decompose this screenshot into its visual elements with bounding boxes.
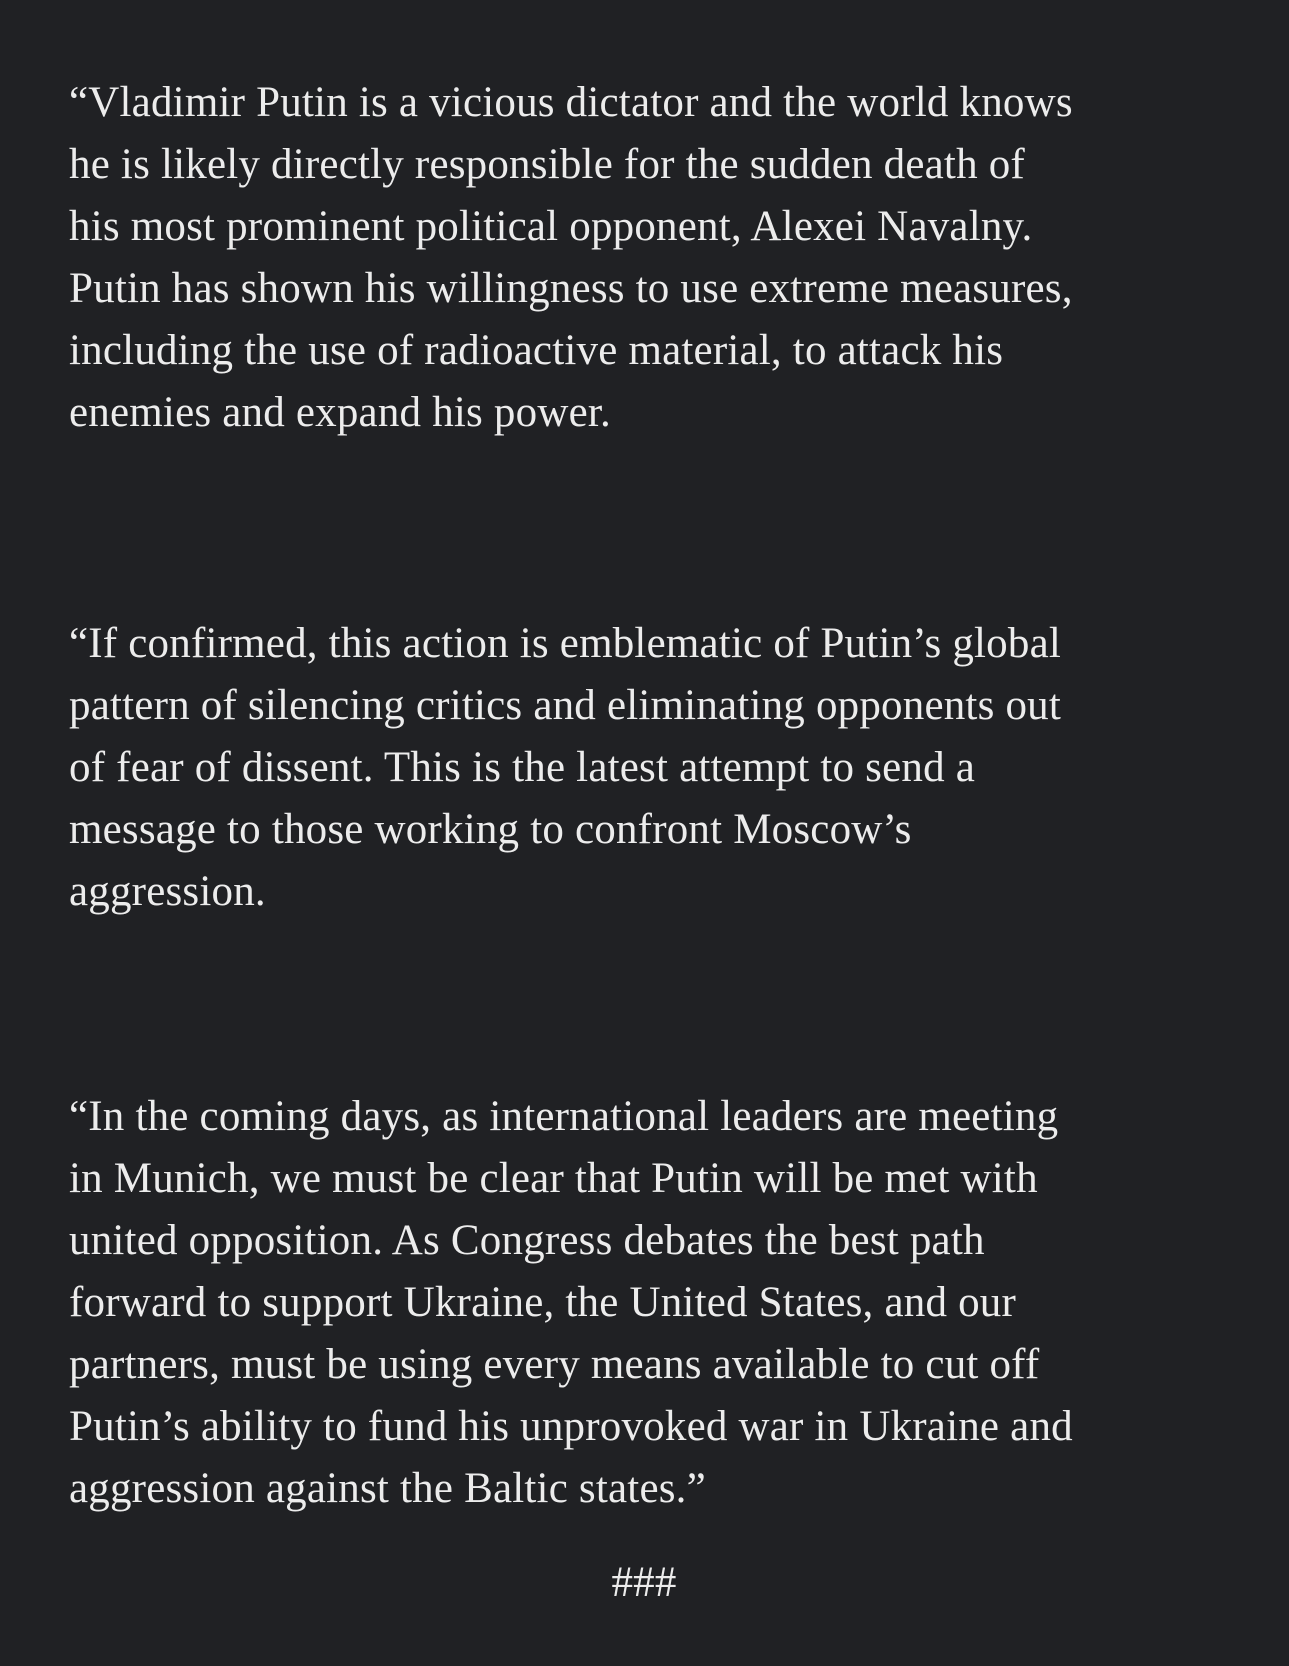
text-line: pattern of silencing critics and eliminating opponents out: [69, 682, 1062, 729]
text-line: partners, must be using every means available to cut off: [69, 1341, 1040, 1388]
text-line: Putin has shown his willingness to use extreme measures,: [69, 265, 1073, 312]
text-line: united opposition. As Congress debates the best path: [69, 1217, 985, 1264]
text-line: his most prominent political opponent, Alexei Navalny.: [69, 203, 1033, 250]
text-line: “In the coming days, as international leaders are meeting: [69, 1093, 1059, 1140]
text-line: including the use of radioactive material, to attack his: [69, 327, 1004, 374]
text-line: Putin’s ability to fund his unprovoked war in Ukraine and: [69, 1403, 1073, 1450]
text-line: of fear of dissent. This is the latest attempt to send a: [69, 744, 976, 791]
text-line: he is likely directly responsible for the sudden death of: [69, 141, 1025, 188]
end-mark: ###: [611, 1559, 677, 1606]
text-line: “Vladimir Putin is a vicious dictator and the world knows: [69, 79, 1073, 126]
text-line: enemies and expand his power.: [69, 389, 611, 436]
text-line: in Munich, we must be clear that Putin will be met with: [69, 1155, 1038, 1202]
text-line: message to those working to confront Moscow’s: [69, 806, 912, 853]
paragraph-2: [69, 613, 1061, 923]
paragraph-1: [69, 72, 1073, 444]
text-line: forward to support Ukraine, the United States, and our: [69, 1279, 1017, 1326]
text-line: “If confirmed, this action is emblematic of Putin’s global: [69, 620, 1062, 667]
text-line: aggression.: [69, 868, 266, 915]
paragraph-3: [69, 1086, 1073, 1520]
text-line: aggression against the Baltic states.”: [69, 1465, 706, 1512]
